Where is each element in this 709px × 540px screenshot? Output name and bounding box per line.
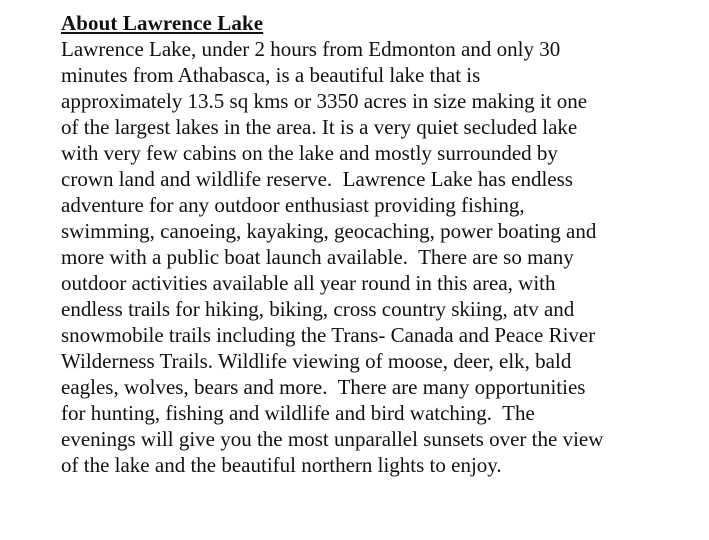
- paragraph-line: Wilderness Trails. Wildlife viewing of moose, deer, elk, bald: [61, 349, 572, 373]
- paragraph-line: evenings will give you the most unparallel sunsets over the view: [61, 427, 604, 451]
- paragraph-line: endless trails for hiking, biking, cross country skiing, atv and: [61, 297, 575, 321]
- paragraph-line: of the largest lakes in the area. It is a very quiet secluded lake: [61, 115, 578, 139]
- paragraph-line: adventure for any outdoor enthusiast providing fishing,: [61, 193, 525, 217]
- paragraph: [61, 36, 701, 478]
- paragraph-line: eagles, wolves, bears and more. There are many opportunities: [61, 375, 586, 399]
- paragraph-line: crown land and wildlife reserve. Lawrence Lake has endless: [61, 167, 573, 191]
- paragraph-line: more with a public boat launch available. There are so many: [61, 245, 574, 269]
- document-heading: About Lawrence Lake: [61, 11, 264, 35]
- paragraph-line: minutes from Athabasca, is a beautiful lake that is: [61, 63, 481, 87]
- paragraph-line: outdoor activities available all year round in this area, with: [61, 271, 556, 295]
- document-body: [61, 10, 701, 478]
- paragraph-line: swimming, canoeing, kayaking, geocaching, power boating and: [61, 219, 597, 243]
- paragraph-line: approximately 13.5 sq kms or 3350 acres in size making it one: [61, 89, 588, 113]
- paragraph-line: with very few cabins on the lake and mostly surrounded by: [61, 141, 558, 165]
- paragraph-line: of the lake and the beautiful northern lights to enjoy.: [61, 453, 502, 477]
- paragraph-line: snowmobile trails including the Trans- Canada and Peace River: [61, 323, 596, 347]
- paragraph-line: Lawrence Lake, under 2 hours from Edmonton and only 30: [61, 37, 561, 61]
- paragraph-line: for hunting, fishing and wildlife and bird watching. The: [61, 401, 535, 425]
